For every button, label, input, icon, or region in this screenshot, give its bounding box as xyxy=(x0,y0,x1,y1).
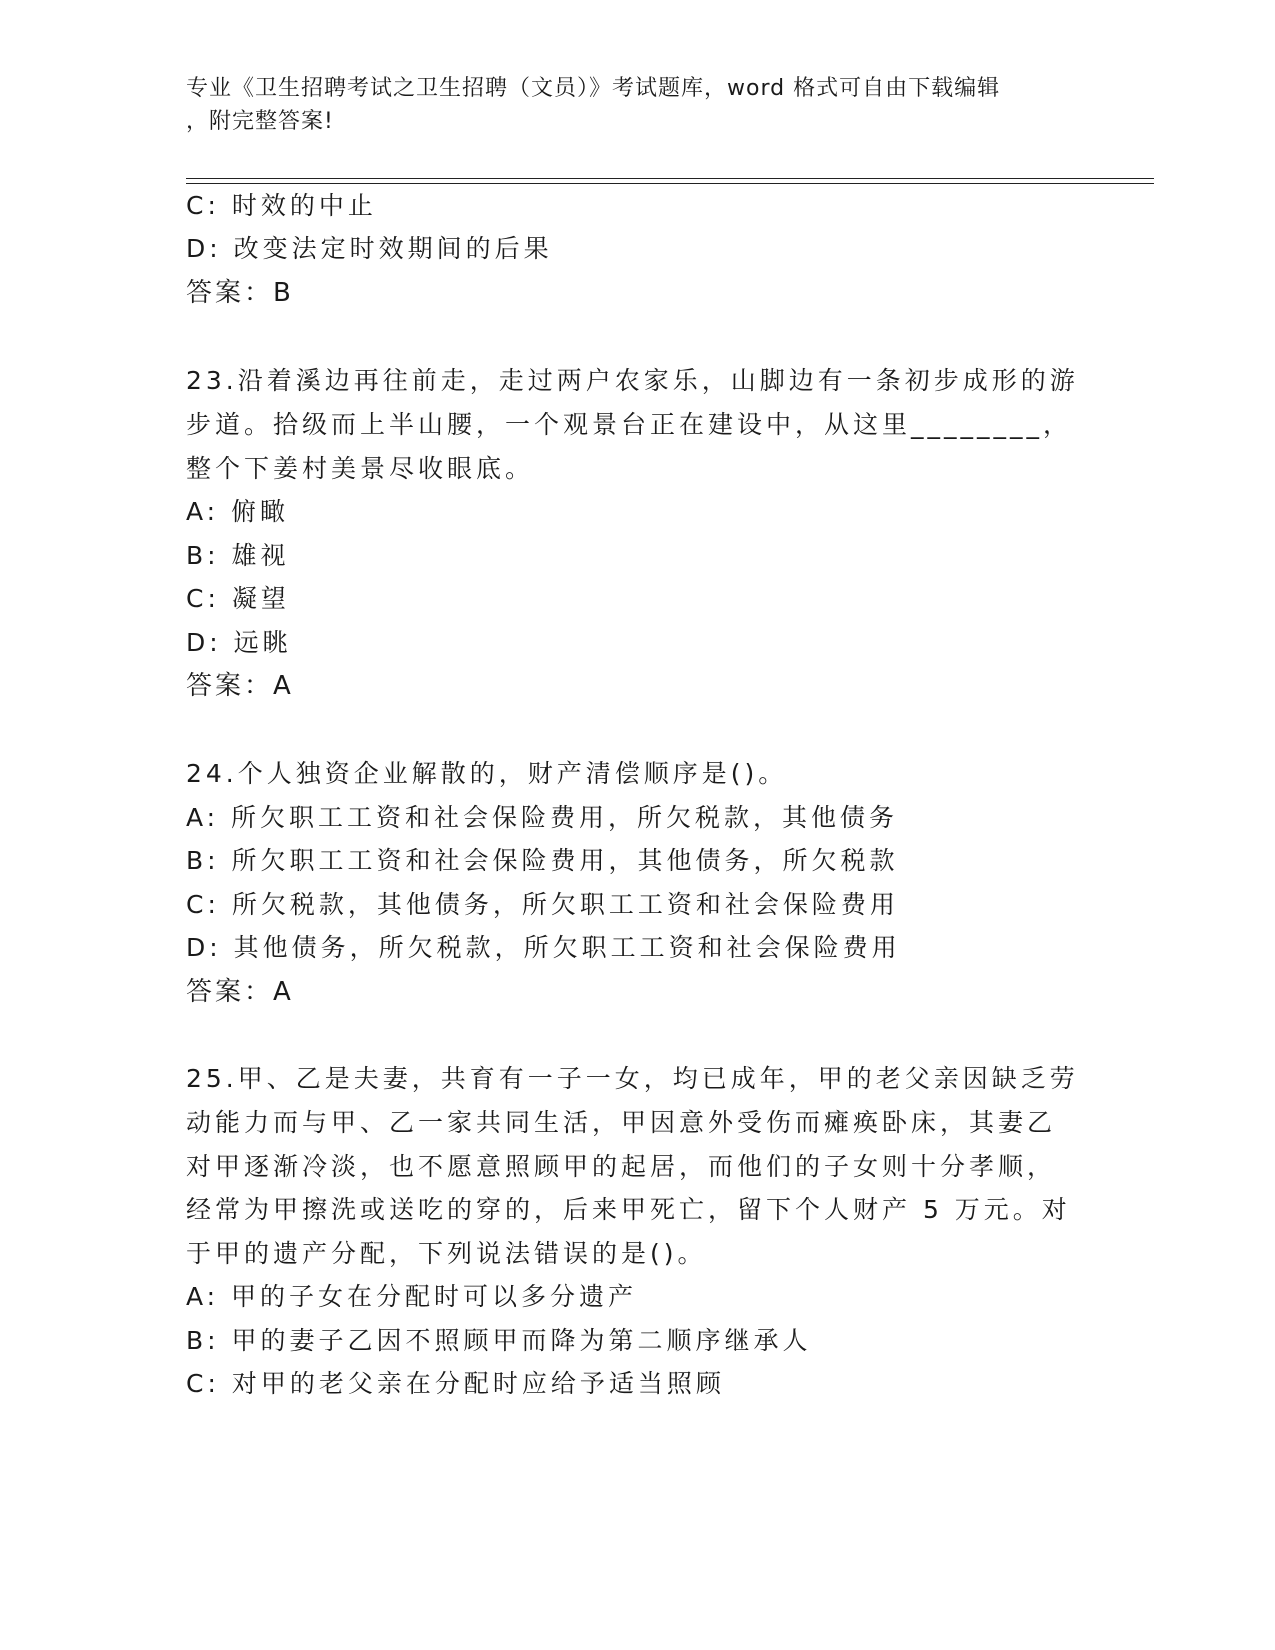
header-line-2: ，附完整答案! xyxy=(186,109,334,134)
header-divider-top xyxy=(186,178,1154,179)
q24-stem-line-1: 24.个人独资企业解散的，财产清偿顺序是()。 xyxy=(186,759,788,788)
q25-stem-line-4: 经常为甲擦洗或送吃的穿的，后来甲死亡，留下个人财产 5 万元。对 xyxy=(186,1195,1071,1224)
q25-stem-line-2: 动能力而与甲、乙一家共同生活，甲因意外受伤而瘫痪卧床，其妻乙 xyxy=(186,1108,1057,1137)
q23-option-b: B: 雄视 xyxy=(186,541,290,570)
q22-option-d: D: 改变法定时效期间的后果 xyxy=(186,234,553,263)
header-line-1: 专业《卫生招聘考试之卫生招聘（文员）》考试题库，word 格式可自由下载编辑 xyxy=(186,76,1001,101)
document-header xyxy=(186,72,1076,138)
q24-answer: 答案：A xyxy=(186,977,294,1007)
q25-stem-line-1: 25.甲、乙是夫妻，共育有一子一女，均已成年，甲的老父亲因缺乏劳 xyxy=(186,1064,1079,1093)
q23-option-d: D: 远眺 xyxy=(186,628,292,657)
q24-option-a: A: 所欠职工工资和社会保险费用，所欠税款，其他债务 xyxy=(186,803,899,832)
q23-stem-line-2: 步道。拾级而上半山腰，一个观景台正在建设中，从这里________， xyxy=(186,410,1073,439)
q25-option-b: B: 甲的妻子乙因不照顾甲而降为第二顺序继承人 xyxy=(186,1326,812,1355)
header-divider-bottom xyxy=(186,183,1154,184)
q25-option-a: A: 甲的子女在分配时可以多分遗产 xyxy=(186,1282,638,1311)
q22-answer: 答案：B xyxy=(186,278,294,308)
q25-stem-line-5: 于甲的遗产分配，下列说法错误的是()。 xyxy=(186,1239,707,1268)
q24-option-d: D: 其他债务，所欠税款，所欠职工工资和社会保险费用 xyxy=(186,933,901,962)
q23-option-a: A: 俯瞰 xyxy=(186,497,290,526)
q24-option-b: B: 所欠职工工资和社会保险费用，其他债务，所欠税款 xyxy=(186,846,899,875)
q23-answer: 答案：A xyxy=(186,671,294,701)
q22-option-c: C: 时效的中止 xyxy=(186,191,377,220)
q23-stem-line-3: 整个下姜村美景尽收眼底。 xyxy=(186,454,535,483)
q25-stem-line-3: 对甲逐渐冷淡，也不愿意照顾甲的起居，而他们的子女则十分孝顺， xyxy=(186,1152,1057,1181)
q23-option-c: C: 凝望 xyxy=(186,584,290,613)
q24-option-c: C: 所欠税款，其他债务，所欠职工工资和社会保险费用 xyxy=(186,890,899,919)
q25-option-c: C: 对甲的老父亲在分配时应给予适当照顾 xyxy=(186,1369,725,1398)
q23-stem-line-1: 23.沿着溪边再往前走，走过两户农家乐，山脚边有一条初步成形的游 xyxy=(186,366,1079,395)
